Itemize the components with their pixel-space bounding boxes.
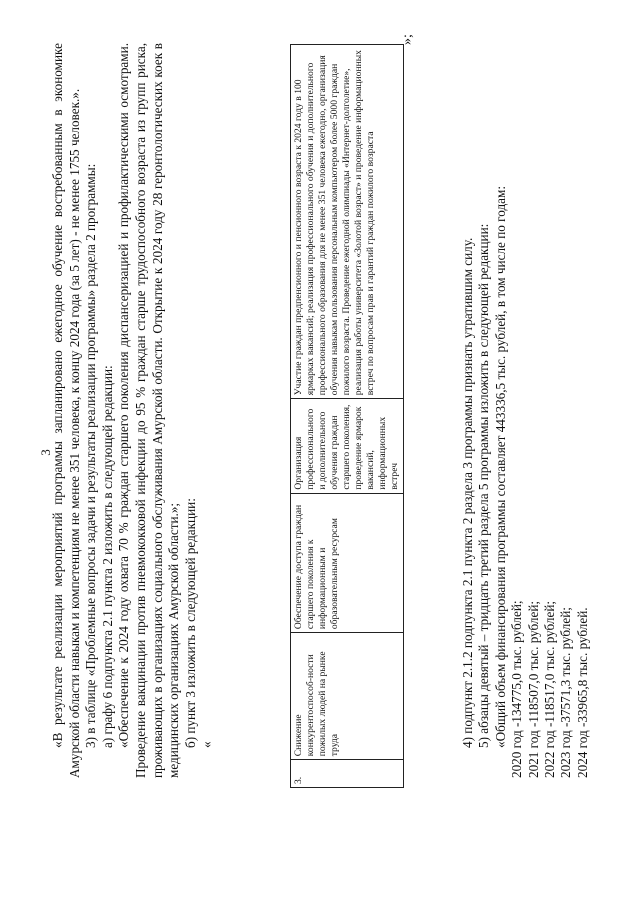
year-2021: 2021 год -118507,0 тыс. рублей; [525, 600, 541, 778]
tail-text [460, 43, 591, 778]
para-5: б) пункт 3 изложить в следующей редакции: [182, 498, 198, 748]
closing-quote: »; [400, 34, 415, 45]
cell-problem: Обеспечение доступа граждан старшего поколения к информационным и образовательным ресурсам [291, 493, 404, 633]
item-4: 4) подпункт 2.1.2 подпункта 2.1 пункта 2 раздела 3 программы признать утратившим силу. [460, 237, 475, 748]
para-3: а) графу 6 подпункта 2.1 пункта 2 изложить в следующей редакции: [99, 365, 115, 748]
total: «Общий объем финансирования программы составляет 443336,5 тыс. рублей, в том числе по годам: [492, 185, 508, 748]
cell-task: Снижение конкурентоспособ-ности пожилых людей на рынке труда [291, 633, 404, 760]
cell-measure: Организация профессионального и дополнительного обучения граждан старшего поколения, проведение ярмарок вакансий, информационных встреч [291, 399, 404, 493]
body-text [50, 43, 216, 778]
cell-num: 3. [291, 760, 404, 788]
year-2020: 2020 год -134775,0 тыс. рублей; [509, 600, 525, 778]
year-2023: 2023 год -37571,3 тыс. рублей; [558, 607, 574, 778]
programs-table [290, 44, 404, 788]
year-2024: 2024 год -33965,8 тыс. рублей. [574, 607, 590, 778]
item-5: 5) абзацы девятый – тридцать третий раздела 5 программы изложить в следующей редакции: [476, 223, 492, 748]
para-4: «Обеспечение к 2024 году охвата 70 % граждан старшего поколения диспансеризацией и профилактическими осмотрами. Проведение вакцинации против пневмококковой инфекции до 95 % граждан старше трудоспособного возраста из групп риска, проживающих в организациях социального обслуживания Амурской области. Открытие к 2024 году 28 геронтологических коек в медицинских организациях Амурской области.»; [116, 43, 182, 778]
para-6: « [199, 741, 215, 748]
year-2022: 2022 год -118517,0 тыс. рублей; [542, 600, 558, 778]
page-number: 3 [38, 449, 53, 456]
cell-result: Участие граждан предпенсионного и пенсионного возраста к 2024 году в 100 ярмарках вакансий; реализация профессионального обучения и дополнительного профессионального образования для не менее 351 человека ежегодно, организация обучения навыкам пользования персональным компьютером более 5000 граждан пожилого возраста. Проведение ежегодной олимпиады «Интернет-долголетие», реализация работы университета «Золотой возраст» и проведение информационных встреч по вопросам прав и гарантий граждан пожилого возраста [291, 45, 404, 399]
para-1: «В результате реализации мероприятий программы запланировано ежегодное обучение востребованным в экономике Амурской области навыкам и компетенциям не менее 351 человека, к концу 2024 года (за 5 лет) - не менее 1755 человек.». [50, 43, 82, 778]
para-2: 3) в таблице «Проблемные вопросы задачи и результаты реализации программы» раздела 2 программы: [83, 163, 99, 748]
table-row [291, 45, 404, 788]
